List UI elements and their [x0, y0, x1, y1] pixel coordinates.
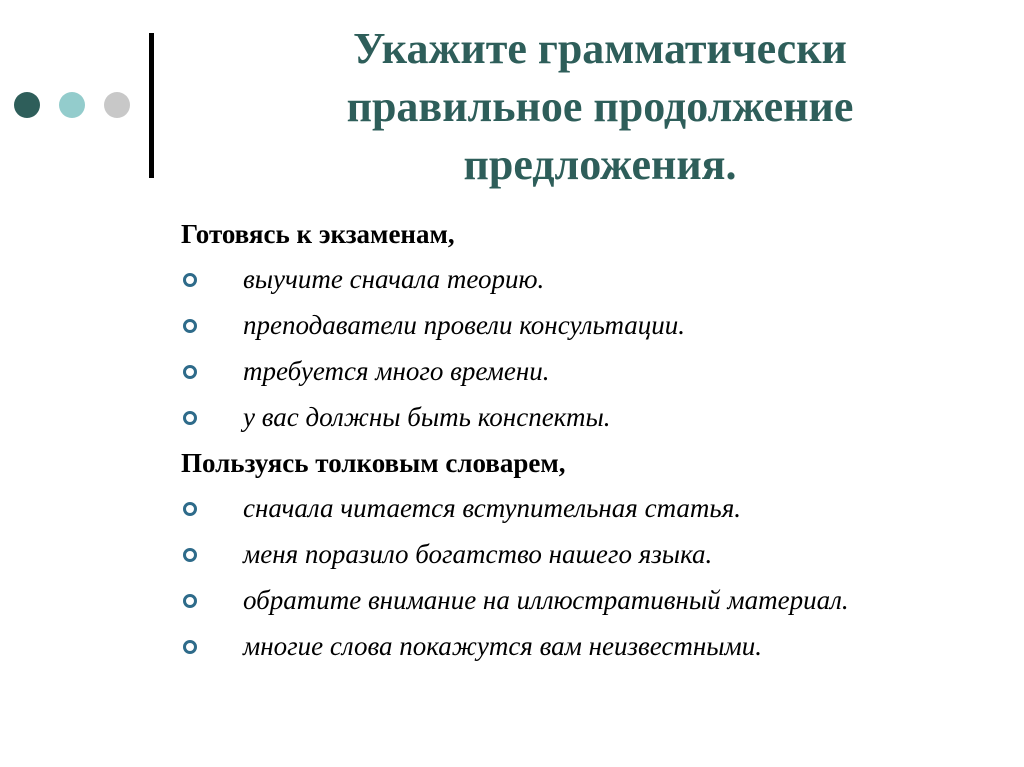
answer-item [181, 538, 981, 570]
bullet-circle-icon [183, 319, 197, 333]
bullet-circle-icon [183, 502, 197, 516]
question-group-2 [181, 447, 981, 662]
bullet-circle-icon [183, 594, 197, 608]
answer-text: требуется много времени. [243, 356, 550, 386]
answer-item [181, 492, 981, 524]
answer-item [181, 584, 981, 616]
answer-text: преподаватели провели консультации. [243, 310, 686, 340]
bullet-circle-icon [183, 548, 197, 562]
answer-item [181, 309, 981, 341]
gray-dot-icon [104, 92, 130, 118]
answer-text: выучите сначала теорию. [243, 264, 545, 294]
light-dot-icon [59, 92, 85, 118]
bullet-circle-icon [183, 273, 197, 287]
answer-item [181, 401, 981, 433]
dark-dot-icon [14, 92, 40, 118]
answer-text: сначала читается вступительная статья. [243, 493, 741, 523]
answer-item [181, 355, 981, 387]
title-line-1: Укажите грамматически [353, 24, 847, 73]
answer-list [181, 263, 981, 433]
answer-text: обратите внимание на иллюстративный материал. [243, 585, 849, 615]
slide-title [250, 20, 950, 194]
answer-list [181, 492, 981, 662]
vertical-divider [149, 33, 154, 178]
title-line-2: правильное продолжение [346, 82, 854, 131]
slide-content [181, 218, 981, 676]
bullet-circle-icon [183, 640, 197, 654]
bullet-circle-icon [183, 365, 197, 379]
title-line-3: предложения. [463, 140, 737, 189]
answer-text: у вас должны быть конспекты. [243, 402, 611, 432]
answer-text: многие слова покажутся вам неизвестными. [243, 631, 763, 661]
answer-item [181, 630, 981, 662]
group-heading: Готовясь к экзаменам, [181, 219, 455, 249]
question-group-1 [181, 218, 981, 433]
decorative-dots [14, 92, 134, 120]
group-heading: Пользуясь толковым словарем, [181, 448, 566, 478]
bullet-circle-icon [183, 411, 197, 425]
answer-text: меня поразило богатство нашего языка. [243, 539, 713, 569]
answer-item [181, 263, 981, 295]
